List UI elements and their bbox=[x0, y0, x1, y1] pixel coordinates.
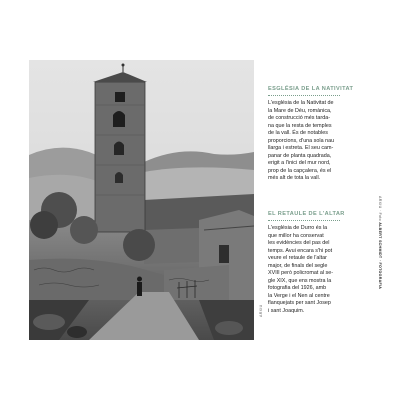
body-line: temps. Avui encara s'hi pot bbox=[268, 247, 333, 254]
body-line: de construcció més tarda- bbox=[268, 115, 331, 122]
body-line: la Mare de Déu, romànica, bbox=[268, 107, 332, 114]
body-line: fotografia del 1926, amb bbox=[268, 285, 327, 292]
section-heading: ESGLÉSIA DE LA NATIVITAT bbox=[268, 86, 354, 92]
body-line: llarga i estreta. El seu cam- bbox=[268, 145, 334, 152]
body-line: erigit a l'inici del mur nord, bbox=[268, 160, 331, 167]
body-line: na que la resta de temples bbox=[268, 122, 332, 129]
body-line: més alt de tota la vall. bbox=[268, 175, 321, 182]
body-line: i sant Joaquim. bbox=[268, 308, 305, 315]
photo-credit-left-text: ARXIU bbox=[258, 304, 263, 317]
body-line: proporcions, d'una sola nau bbox=[268, 137, 335, 144]
section-heading: EL RETAULE DE L'ALTAR bbox=[268, 211, 345, 217]
photo-credit-right bbox=[378, 196, 382, 289]
photo-credit-right-light: ARXIU · Foto bbox=[378, 196, 382, 221]
section-nativitat bbox=[268, 86, 354, 183]
body-line: major, de finals del segle bbox=[268, 262, 328, 269]
body-line: veure el retaule de l'altar bbox=[268, 255, 327, 262]
photo-credit-right-bold: ALBERT SCHMIDT · FOTOGRAFIA bbox=[378, 222, 382, 290]
body-line: prop de la capçalera, és el bbox=[268, 167, 332, 174]
photograph-church-bell-tower bbox=[29, 60, 254, 340]
section-body bbox=[268, 225, 340, 316]
body-line: de la vall. És de notables bbox=[268, 130, 328, 137]
body-line: panar de planta quadrada, bbox=[268, 152, 332, 159]
body-line: gle XIX, que ens mostra la bbox=[268, 277, 332, 284]
body-line: L'església de la Nativitat de bbox=[268, 100, 334, 106]
body-line: XVIII però policromat al se- bbox=[268, 270, 334, 277]
section-retaule bbox=[268, 211, 345, 316]
body-line: la Verge i el Nen al centre bbox=[268, 292, 330, 299]
body-line: L'església de Durro és la bbox=[268, 225, 328, 231]
body-line: les evidències del pas del bbox=[268, 240, 330, 247]
section-body bbox=[268, 100, 340, 183]
dotted-rule bbox=[268, 95, 340, 96]
body-line: flanquejats per sant Josep bbox=[268, 300, 331, 307]
body-line: que millor ha conservat bbox=[268, 232, 324, 239]
photo-illustration bbox=[29, 60, 254, 340]
dotted-rule bbox=[268, 220, 340, 221]
photo-credit-left bbox=[259, 305, 263, 317]
